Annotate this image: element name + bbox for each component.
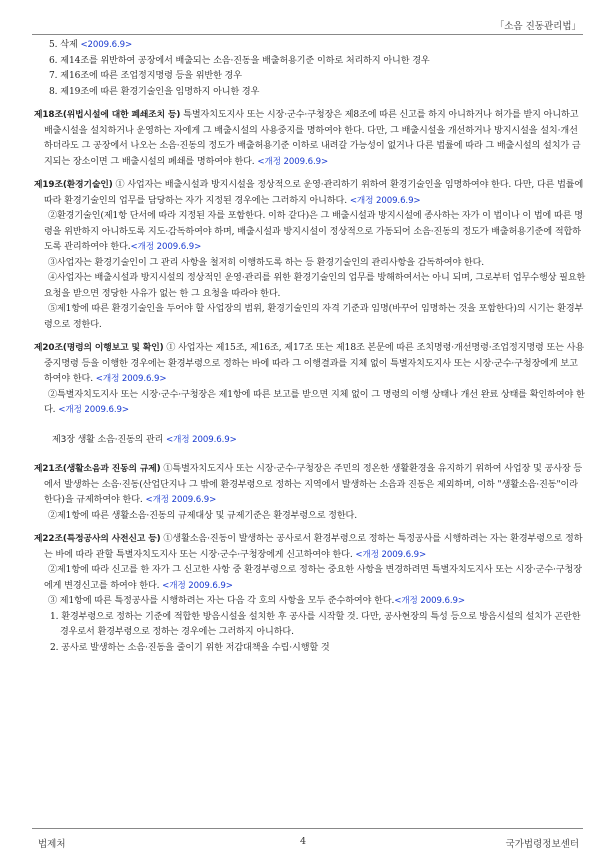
header-title: 「소음 진동관리법」 (494, 21, 581, 32)
article-heading: 제19조(환경기술인) (34, 180, 113, 190)
footer-divider (32, 828, 583, 829)
footer-center: 국가법령정보센터 (505, 839, 579, 850)
content (34, 38, 586, 656)
paragraph (34, 209, 586, 256)
paragraph-text: ①생활소음·진동이 발생하는 공사로서 환경부령으로 정하는 특정공사를 시행하려는 자는 환경부령으로 정하는 바에 따라 관할 특별자치도지사 또는 시장·군수·구청장에게 신고하여야 한다. (44, 534, 583, 560)
page-number: 4 (300, 836, 307, 847)
paragraph-text: ③ 제1항에 따른 특정공사를 시행하려는 자는 다음 각 호의 사항을 모두 준수하여야 한다. (48, 596, 395, 606)
amend-link[interactable]: <2009.6.9> (80, 40, 133, 50)
article-body: 특별자치도지사 또는 시장·군수·구청장은 제8조에 따른 신고를 하지 아니하거나 허가를 받지 아니하고 배출시설을 설치하거나 운영하는 자에게 그 배출시설의 사용중지를 명하여야 한다. 다만, 그 배출시설을 개선하거나 방지시설을 설치·개선하더라도 그 공장에서 나오는 소음·진동의 정도가 배출허용기준 이하로 내려갈 가능성이 없거나 다른 법률에 따라 그 배출시설의 설치가 금지되는 장소이면 그 배출시설의 폐쇄를 명하여야 한다. (44, 110, 581, 167)
paragraph (34, 388, 586, 419)
paragraph-text: ① 사업자는 배출시설과 방지시설을 정상적으로 운영·관리하기 위하여 환경기술인을 임명하여야 한다. 다만, 다른 법률에 따라 환경기술인의 업무를 담당하는 자가 지정된 경우에는 그러하지 아니하다. (44, 180, 584, 206)
list-item: 8. 제19조에 따른 환경기술인을 임명하지 아니한 경우 (49, 86, 260, 97)
list-item: 2. 공사로 발생하는 소음·진동을 줄이기 위한 저감대책을 수립·시행할 것 (50, 642, 330, 653)
paragraph-text: ①특별자치도지사 또는 시장·군수·구청장은 주민의 정온한 생활환경을 유지하기 위하여 사업장 및 공사장 등에서 발생하는 소음·진동(산업단지나 그 밖에 환경부령으로 정하는 지역에서 발생하는 소음과 진동은 제외하며, 이하 "생활소음·진동"이라 한다)을 규제하여야 한다. (44, 464, 583, 505)
paragraph-text: ②환경기술인(제1항 단서에 따라 지정된 자를 포함한다. 이하 같다)은 그 배출시설과 방지시설에 종사하는 자가 이 법이나 이 법에 따른 명령을 위반하지 아니하도록 지도·감독하여야 하며, 배출시설과 방지시설이 정상적으로 가동되어 소음·진동의 정도가 배출허용기준에 적합하도록 관리하여야 한다. (44, 211, 583, 252)
amend-link[interactable]: <개정 2009.6.9> (165, 434, 237, 445)
article-heading: 제22조(특정공사의 사전신고 등) (34, 534, 161, 544)
paragraph: ④사업자는 배출시설과 방지시설의 정상적인 운영·관리를 위한 환경기술인의 업무를 방해하여서는 아니 되며, 그로부터 업무수행상 필요한 요청을 받으면 정당한 사유가 없는 한 그 요청을 따라야 한다. (44, 273, 586, 299)
amend-link[interactable]: <개정 2009.6.9> (95, 374, 167, 384)
amend-link[interactable]: <개정 2009.6.9> (355, 549, 427, 560)
article-21 (34, 462, 586, 509)
paragraph: ③사업자는 환경기술인이 그 관리 사항을 철저히 이행하도록 하는 등 환경기술인의 관리사항을 감독하여야 한다. (48, 257, 485, 268)
article-18 (34, 108, 586, 170)
amend-link[interactable]: <개정 2009.6.9> (130, 242, 202, 252)
paragraph (34, 563, 586, 594)
chapter-text: 제3장 생활 소음·진동의 관리 (52, 434, 166, 445)
item-text: 5. 삭제 (49, 40, 81, 50)
article-heading: 제21조(생활소음과 진동의 규제) (34, 464, 161, 474)
paragraph: ②제1항에 따른 생활소음·진동의 규제대상 및 규제기준은 환경부령으로 정한다. (48, 510, 358, 521)
footer-source: 법제처 (38, 839, 66, 850)
amend-link[interactable]: <개정 2009.6.9> (162, 580, 233, 591)
chapter-title (34, 433, 586, 449)
article-heading: 제18조(위법시설에 대한 폐쇄조치 등) (34, 110, 181, 120)
amend-link[interactable]: <개정 2009.6.9> (394, 596, 465, 606)
list-item: 6. 제14조를 위반하여 공장에서 배출되는 소음·진동을 배출허용기준 이하로 처리하지 아니한 경우 (49, 55, 430, 66)
list-item: 7. 제16조에 따른 조업정지명령 등을 위반한 경우 (49, 71, 242, 81)
article-19 (34, 178, 586, 209)
article-20 (34, 341, 586, 388)
list-item (34, 38, 586, 54)
paragraph-text: ②제1항에 따라 신고를 한 자가 그 신고한 사항 중 환경부령으로 정하는 중요한 사항을 변경하려면 특별자치도지사 또는 시장·군수·구청장에게 변경신고를 하여야 한다. (44, 565, 582, 591)
paragraph: ⑤제1항에 따른 환경기술인을 두어야 할 사업장의 범위, 환경기술인의 자격 기준과 임명(바꾸어 임명하는 것을 포함한다)의 시기는 환경부령으로 정한다. (44, 304, 584, 330)
list-item: 1. 환경부령으로 정하는 기준에 적합한 방음시설을 설치한 후 공사를 시작할 것. 다만, 공사현장의 특성 등으로 방음시설의 설치가 곤란한 경우로서 환경부령으로 정하는 경우에는 그러하지 아니하다. (50, 611, 581, 637)
paragraph-text: ②특별자치도지사 또는 시장·군수·구청장은 제1항에 따른 보고를 받으면 지체 없이 그 명령의 이행 상태나 개선 완료 상태를 확인하여야 한다. (44, 389, 585, 415)
header-divider (32, 34, 583, 35)
amend-link[interactable]: <개정 2009.6.9> (349, 195, 421, 206)
amend-link[interactable]: <개정 2009.6.9> (145, 495, 217, 505)
amend-link[interactable]: <개정 2009.6.9> (58, 405, 129, 415)
amend-link[interactable]: <개정 2009.6.9> (257, 156, 329, 167)
article-heading: 제20조(명령의 이행보고 및 확인) (34, 343, 164, 353)
article-22 (34, 532, 586, 563)
paragraph-text: ① 사업자는 제15조, 제16조, 제17조 또는 제18조 본문에 따른 조치명령·개선명령·조업정지명령 또는 사용중지명령 등을 이행한 경우에는 환경부령으로 정하는 바에 따라 그 이행결과를 지체 없이 특별자치도지사 또는 시장·군수·구청장에게 보고하여야 한다. (44, 343, 585, 384)
paragraph (34, 594, 586, 610)
